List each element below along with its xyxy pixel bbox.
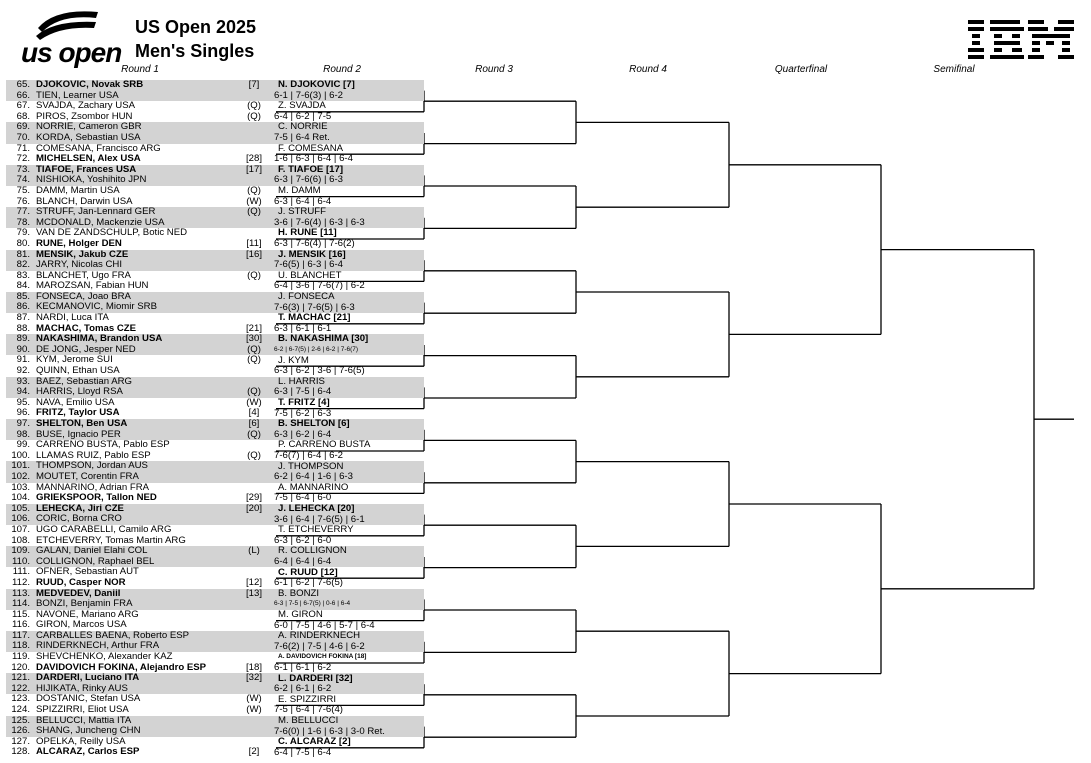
draw-number: 95.	[16, 396, 30, 408]
player-seed: [30]	[245, 333, 262, 345]
draw-number: 76.	[16, 195, 30, 207]
draw-number: 106.	[11, 513, 30, 525]
match-score: 7-6(7) | 6-4 | 6-2	[274, 449, 343, 461]
round2-match	[270, 652, 422, 673]
player-name: RUUD, Casper NOR	[36, 576, 126, 588]
draw-number: 70.	[16, 131, 30, 143]
draw-number: 113.	[12, 587, 30, 599]
draw-number: 108.	[11, 534, 30, 546]
player-seed: (Q)	[247, 386, 261, 398]
match-score: 6-4 | 6-4 | 6-4	[274, 555, 332, 567]
player-name: FRITZ, Taylor USA	[36, 407, 120, 419]
match-winner: J. KYM	[278, 354, 309, 366]
player-name: MEDVEDEV, Daniil	[36, 587, 121, 599]
player-seed: (Q)	[247, 184, 261, 196]
player-seed: [12]	[245, 576, 262, 588]
round2-match	[270, 165, 422, 186]
round2-match	[270, 419, 422, 440]
round2-match	[270, 504, 422, 525]
player-name: JARRY, Nicolas CHI	[36, 259, 123, 271]
player-seed: (L)	[248, 545, 260, 557]
player-name: DJOKOVIC, Novak SRB	[36, 79, 144, 90]
draw-number: 110.	[12, 555, 30, 567]
player-seed: [6]	[248, 418, 260, 429]
match-winner: B. NAKASHIMA [30]	[278, 333, 369, 345]
draw-number: 73.	[16, 163, 30, 175]
player-name: DAVIDOVICH FOKINA, Alejandro ESP	[36, 661, 207, 673]
player-name: NAVA, Emilio USA	[36, 396, 115, 408]
round2-match	[270, 228, 422, 249]
player-seed: [2]	[248, 746, 260, 758]
draw-number: 96.	[16, 407, 30, 419]
player-name: OPELKA, Reilly USA	[36, 735, 126, 747]
match-winner: M. BELLUCCI	[278, 715, 339, 726]
match-winner: J. THOMPSON	[278, 460, 344, 472]
match-winner: L. DARDERI [32]	[278, 672, 353, 684]
match-score: 6-4 | 3-6 | 7-6(7) | 6-2	[274, 280, 365, 292]
player-name: COMESANA, Francisco ARG	[36, 142, 161, 154]
player-seed: [32]	[245, 672, 262, 684]
draw-number: 87.	[16, 312, 30, 324]
draw-number: 79.	[16, 227, 30, 239]
player-name: RINDERKNECH, Arthur FRA	[36, 640, 160, 652]
player-seed: [28]	[245, 153, 262, 165]
draw-number: 91.	[16, 354, 30, 366]
match-score: 6-3 | 6-1 | 6-1	[274, 322, 332, 334]
draw-number: 66.	[16, 89, 30, 101]
match-winner: C. NORRIE	[278, 121, 328, 133]
player-name: KECMANOVIC, Miomir SRB	[36, 301, 157, 313]
player-name: BUSE, Ignacio PER	[36, 428, 121, 440]
player-name: GRIEKSPOOR, Tallon NED	[36, 492, 157, 504]
match-winner: F. COMESANA	[278, 142, 344, 154]
match-winner: T. FRITZ [4]	[278, 397, 330, 408]
round2-match	[270, 716, 422, 737]
draw-number: 125.	[11, 714, 30, 726]
player-seed: [4]	[248, 407, 260, 419]
player-name: BELLUCCI, Mattia ITA	[36, 714, 132, 726]
round2-match	[270, 631, 422, 652]
match-score: 6-3 | 6-2 | 6-0	[274, 534, 332, 546]
player-name: COLLIGNON, Raphael BEL	[36, 555, 155, 567]
match-winner: M. GIRON	[278, 609, 323, 620]
draw-number: 71.	[16, 142, 30, 154]
match-winner: P. CARRENO BUSTA	[278, 439, 371, 451]
draw-number: 116.	[12, 619, 30, 631]
player-name: KYM, Jerome SUI	[36, 354, 113, 366]
us-open-logo-text: us open	[21, 37, 122, 68]
draw-number: 114.	[12, 598, 30, 610]
draw-number: 128.	[11, 746, 30, 758]
player-name: ETCHEVERRY, Tomas Martin ARG	[36, 534, 186, 546]
match-winner: J. STRUFF	[278, 206, 326, 218]
player-name: SHANG, Juncheng CHN	[36, 725, 141, 737]
match-winner: J. MENSIK [16]	[278, 248, 346, 260]
match-winner: C. RUUD [12]	[278, 566, 338, 578]
round2-match	[270, 144, 422, 165]
player-seed: (Q)	[247, 428, 261, 440]
draw-number: 68.	[16, 110, 30, 122]
draw-number: 90.	[16, 343, 30, 355]
round2-match	[270, 292, 422, 313]
draw-number: 101.	[11, 460, 30, 472]
draw-number: 98.	[16, 428, 30, 440]
match-score: 6-3 | 6-2 | 3-6 | 7-6(5)	[274, 365, 365, 377]
match-winner: C. ALCARAZ [2]	[278, 736, 351, 748]
player-seed: (Q)	[247, 110, 261, 122]
draw-number: 67.	[16, 100, 30, 112]
player-seed: (Q)	[247, 100, 261, 112]
match-score: 3-6 | 7-6(4) | 6-3 | 6-3	[274, 216, 365, 228]
match-score: 7-6(0) | 1-6 | 6-3 | 3-0 Ret.	[274, 725, 385, 737]
round-header-1: Round 1	[121, 64, 159, 75]
draw-number: 119.	[12, 651, 30, 663]
draw-number: 72.	[16, 153, 30, 165]
player-name: FONSECA, Joao BRA	[36, 290, 131, 302]
player-name: MENSIK, Jakub CZE	[36, 248, 129, 260]
match-score: 6-3 | 7-6(6) | 6-3	[274, 174, 343, 186]
match-score: 7-6(5) | 6-3 | 6-4	[274, 259, 343, 271]
round2-match	[270, 440, 422, 461]
player-name: NAVONE, Mariano ARG	[36, 608, 139, 620]
draw-number: 94.	[16, 386, 30, 398]
player-name: DARDERI, Luciano ITA	[36, 672, 140, 684]
draw-number: 78.	[16, 216, 30, 228]
match-score: 6-1 | 6-1 | 6-2	[274, 661, 332, 673]
player-seed: (W)	[246, 195, 262, 207]
player-name: TIAFOE, Frances USA	[36, 163, 137, 175]
match-score: 1-6 | 6-3 | 6-4 | 6-4	[274, 153, 353, 165]
draw-number: 121.	[11, 672, 30, 684]
round2-match	[270, 207, 422, 228]
match-score: 7-6(2) | 7-5 | 4-6 | 6-2	[274, 640, 365, 652]
match-winner: L. HARRIS	[278, 375, 325, 387]
player-name: MCDONALD, Mackenzie USA	[36, 216, 165, 228]
draw-number: 126.	[11, 725, 30, 737]
player-name: DAMM, Martin USA	[36, 184, 120, 196]
player-name: GALAN, Daniel Elahi COL	[36, 545, 148, 557]
draw-number: 124.	[11, 704, 30, 716]
match-score: 6-3 | 7-6(4) | 7-6(2)	[274, 237, 355, 249]
round2-match	[270, 695, 422, 716]
draw-number: 69.	[16, 121, 30, 133]
draw-number: 99.	[16, 439, 30, 451]
player-name: DE JONG, Jesper NED	[36, 343, 136, 355]
match-winner: M. DAMM	[278, 185, 321, 196]
round2-match	[270, 356, 422, 377]
player-name: MICHELSEN, Alex USA	[36, 153, 141, 165]
round2-match	[270, 398, 422, 419]
player-name: MAROZSAN, Fabian HUN	[36, 280, 149, 292]
player-seed: (W)	[246, 693, 262, 705]
match-score: 7-5 | 6-4 | 6-0	[274, 492, 332, 504]
round2-match	[270, 568, 422, 589]
player-name: QUINN, Ethan USA	[36, 365, 120, 377]
match-score: 6-4 | 7-5 | 6-4	[274, 746, 332, 758]
page-title: US Open 2025	[135, 17, 257, 37]
player-name: PIROS, Zsombor HUN	[36, 110, 133, 122]
player-name: DOSTANIC, Stefan USA	[36, 693, 141, 705]
draw-number: 97.	[16, 418, 30, 429]
player-name: SVAJDA, Zachary USA	[36, 100, 135, 112]
player-name: HIJIKATA, Rinky AUS	[36, 682, 128, 694]
player-name: GIRON, Marcos USA	[36, 619, 127, 631]
round-header-sf: Semifinal	[933, 64, 975, 75]
match-winner: B. BONZI	[278, 587, 320, 599]
player-seed: [7]	[248, 79, 260, 90]
player-name: CORIC, Borna CRO	[36, 513, 122, 525]
match-winner: U. BLANCHET	[278, 269, 342, 281]
round2-match	[270, 610, 422, 631]
player-name: NARDI, Luca ITA	[36, 312, 109, 324]
draw-number: 74.	[16, 174, 30, 186]
match-score: 6-0 | 7-5 | 4-6 | 5-7 | 6-4	[274, 619, 375, 631]
match-score: 7-6(3) | 7-6(5) | 6-3	[274, 301, 355, 313]
player-name: ALCARAZ, Carlos ESP	[36, 746, 140, 758]
match-winner: E. SPIZZIRRI	[278, 693, 337, 705]
round-headers	[0, 64, 1091, 76]
round2-match	[270, 483, 422, 504]
draw-number: 111.	[12, 566, 30, 578]
draw-number: 107.	[11, 523, 30, 535]
match-score: 6-3 | 7-5 | 6-7(5) | 0-6 | 6-4	[274, 600, 351, 608]
round2-match	[270, 589, 422, 610]
draw-number: 109.	[11, 545, 30, 557]
draw-number: 93.	[16, 375, 30, 387]
player-seed: [20]	[245, 502, 262, 514]
draw-number: 75.	[16, 184, 30, 196]
match-winner: H. RUNE [11]	[278, 227, 337, 239]
player-name: RUNE, Holger DEN	[36, 237, 122, 249]
draw-number: 100.	[11, 449, 30, 461]
player-seed: [11]	[246, 237, 262, 249]
match-winner: A. RINDERKNECH	[278, 630, 361, 642]
round-header-2: Round 2	[323, 64, 361, 75]
player-seed: (Q)	[247, 343, 261, 355]
match-winner: R. COLLIGNON	[278, 545, 347, 557]
player-seed: (Q)	[247, 206, 261, 218]
player-name: KORDA, Sebastian USA	[36, 131, 141, 143]
draw-number: 105.	[11, 502, 30, 514]
draw-number: 127.	[11, 735, 30, 747]
match-winner: A. MANNARINO	[278, 481, 349, 493]
draw-number: 81.	[16, 248, 30, 260]
match-winner: N. DJOKOVIC [7]	[278, 79, 355, 90]
player-name: CARRENO BUSTA, Pablo ESP	[36, 439, 170, 451]
draw-number: 122.	[11, 682, 30, 694]
player-name: OFNER, Sebastian AUT	[36, 566, 139, 578]
round2-match	[270, 462, 422, 483]
match-winner: A. DAVIDOVICH FOKINA [18]	[278, 653, 367, 661]
draw-number: 77.	[16, 206, 30, 218]
match-score: 6-4 | 6-2 | 7-5	[274, 110, 332, 122]
player-name: BLANCHET, Ugo FRA	[36, 269, 131, 281]
round-header-4: Round 4	[629, 64, 667, 75]
player-name: NORRIE, Cameron GBR	[36, 121, 142, 133]
player-seed: (Q)	[247, 269, 261, 281]
round2-match	[270, 377, 422, 398]
draw-number: 104.	[11, 492, 30, 504]
match-winner: F. TIAFOE [17]	[278, 163, 344, 175]
match-winner: J. FONSECA	[278, 291, 335, 302]
ibm-logo-icon	[966, 18, 1076, 62]
player-name: MANNARINO, Adrian FRA	[36, 481, 150, 493]
player-name: SPIZZIRRI, Eliot USA	[36, 704, 129, 716]
round2-match	[270, 737, 422, 758]
player-seed: [17]	[245, 163, 262, 175]
player-name: MACHAC, Tomas CZE	[36, 322, 137, 334]
round-header-qf: Quarterfinal	[774, 64, 828, 75]
player-name: CARBALLES BAENA, Roberto ESP	[36, 629, 190, 641]
round2-match	[270, 186, 422, 207]
round2-match	[270, 525, 422, 546]
player-seed: [18]	[245, 661, 262, 673]
player-seed: [29]	[245, 492, 262, 504]
player-name: BLANCH, Darwin USA	[36, 195, 133, 207]
match-winner: Z. SVAJDA	[278, 100, 326, 112]
match-winner: J. LEHECKA [20]	[278, 503, 355, 514]
player-seed: [21]	[245, 322, 262, 334]
player-name: VAN DE ZANDSCHULP, Botic NED	[36, 227, 188, 239]
match-score: 6-3 | 6-4 | 6-4	[274, 195, 332, 207]
draw-number: 85.	[16, 290, 30, 302]
round2-match	[270, 122, 422, 143]
round2-match	[270, 250, 422, 271]
player-seed: (W)	[246, 396, 262, 408]
match-score: 6-3 | 7-5 | 6-4	[274, 386, 332, 398]
match-winner: B. SHELTON [6]	[278, 418, 350, 430]
round2-match	[270, 101, 422, 122]
player-name: NAKASHIMA, Brandon USA	[36, 333, 163, 345]
match-score: 6-2 | 6-7(5) | 2-6 | 6-2 | 7-6(7)	[274, 345, 359, 353]
round2-match	[270, 546, 422, 567]
match-score: 3-6 | 6-4 | 7-6(5) | 6-1	[274, 513, 365, 525]
page-subtitle: Men's Singles	[135, 41, 255, 61]
match-score: 6-1 | 6-2 | 7-6(5)	[274, 577, 343, 589]
player-name: UGO CARABELLI, Camilo ARG	[36, 523, 172, 535]
player-name: SHELTON, Ben USA	[36, 418, 128, 429]
match-score: 7-5 | 6-4 | 7-6(4)	[274, 704, 343, 716]
player-seed: (Q)	[247, 449, 261, 461]
draw-number: 65.	[16, 79, 30, 90]
player-name: MOUTET, Corentin FRA	[36, 470, 139, 482]
draw-number: 82.	[16, 259, 30, 271]
round-header-3: Round 3	[475, 64, 513, 75]
match-score: 7-5 | 6-4 Ret.	[274, 131, 330, 143]
player-name: TIEN, Learner USA	[36, 89, 119, 101]
round2-match	[270, 674, 422, 695]
match-score: 6-2 | 6-4 | 1-6 | 6-3	[274, 471, 353, 483]
match-score: 7-5 | 6-2 | 6-3	[274, 407, 332, 419]
draw-number: 92.	[16, 365, 30, 377]
draw-number: 112.	[12, 576, 30, 588]
match-winner: T. MACHAC [21]	[278, 312, 351, 324]
player-name: STRUFF, Jan-Lennard GER	[36, 206, 156, 218]
round2-match	[270, 313, 422, 334]
player-seed: (Q)	[247, 354, 261, 366]
draw-number: 117.	[12, 629, 30, 641]
draw-number: 103.	[11, 481, 30, 493]
round2-match	[270, 334, 422, 355]
match-score: 6-1 | 7-6(3) | 6-2	[274, 89, 343, 101]
draw-number: 102.	[11, 470, 30, 482]
player-name: THOMPSON, Jordan AUS	[36, 460, 148, 472]
player-name: BONZI, Benjamin FRA	[36, 598, 133, 610]
player-name: LLAMAS RUIZ, Pablo ESP	[36, 449, 151, 461]
draw-number: 115.	[12, 608, 30, 620]
draw-number: 88.	[16, 322, 30, 334]
draw-number: 118.	[12, 640, 30, 652]
player-seed: (W)	[246, 704, 262, 716]
player-name: BAEZ, Sebastian ARG	[36, 375, 132, 387]
draw-number: 80.	[16, 237, 30, 249]
draw-number: 83.	[16, 269, 30, 281]
player-seed: [13]	[245, 587, 262, 599]
match-winner: T. ETCHEVERRY	[278, 524, 354, 536]
player-seed: [16]	[245, 248, 262, 260]
player-name: HARRIS, Lloyd RSA	[36, 386, 123, 398]
draw-number: 86.	[16, 301, 30, 313]
match-score: 6-3 | 6-2 | 6-4	[274, 428, 332, 440]
draw-number: 89.	[16, 333, 30, 345]
round2-match	[270, 80, 422, 101]
player-name: LEHECKA, Jiri CZE	[36, 502, 124, 514]
player-name: NISHIOKA, Yoshihito JPN	[36, 174, 147, 186]
player-name: SHEVCHENKO, Alexander KAZ	[36, 651, 173, 663]
match-score: 6-2 | 6-1 | 6-2	[274, 683, 332, 695]
draw-number: 84.	[16, 280, 30, 292]
draw-number: 120.	[11, 661, 30, 673]
draw-number: 123.	[11, 693, 30, 705]
round2-match	[270, 271, 422, 292]
